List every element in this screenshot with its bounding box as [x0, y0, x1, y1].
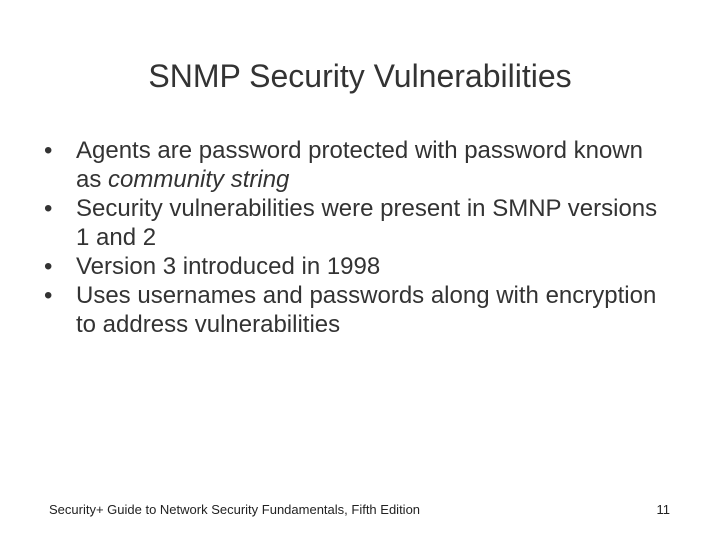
slide-title: SNMP Security Vulnerabilities: [148, 58, 572, 94]
bullet-text: Agents are password protected with password known as: [76, 137, 643, 193]
bullet-list: [44, 136, 664, 339]
bullet-item-version-3: [44, 252, 664, 281]
bullet-marker: •: [44, 253, 53, 280]
bullet-marker: •: [44, 282, 53, 309]
bullet-text: Security vulnerabilities were present in SMNP versions 1 and 2: [76, 195, 658, 251]
bullet-item-vulnerabilities: [44, 194, 664, 252]
bullet-marker: •: [44, 137, 53, 164]
bullet-text-italic: community string: [108, 166, 290, 193]
bullet-marker: •: [44, 195, 53, 222]
bullet-item-community-string: [44, 136, 664, 194]
bullet-text: Uses usernames and passwords along with encryption to address vulnerabilities: [76, 282, 657, 338]
footer-book-title: Security+ Guide to Network Security Fundamentals, Fifth Edition: [49, 502, 421, 517]
bullet-item-usernames-encryption: [44, 281, 664, 339]
page-number: 11: [656, 502, 670, 517]
bullet-text: Version 3 introduced in 1998: [76, 253, 381, 280]
